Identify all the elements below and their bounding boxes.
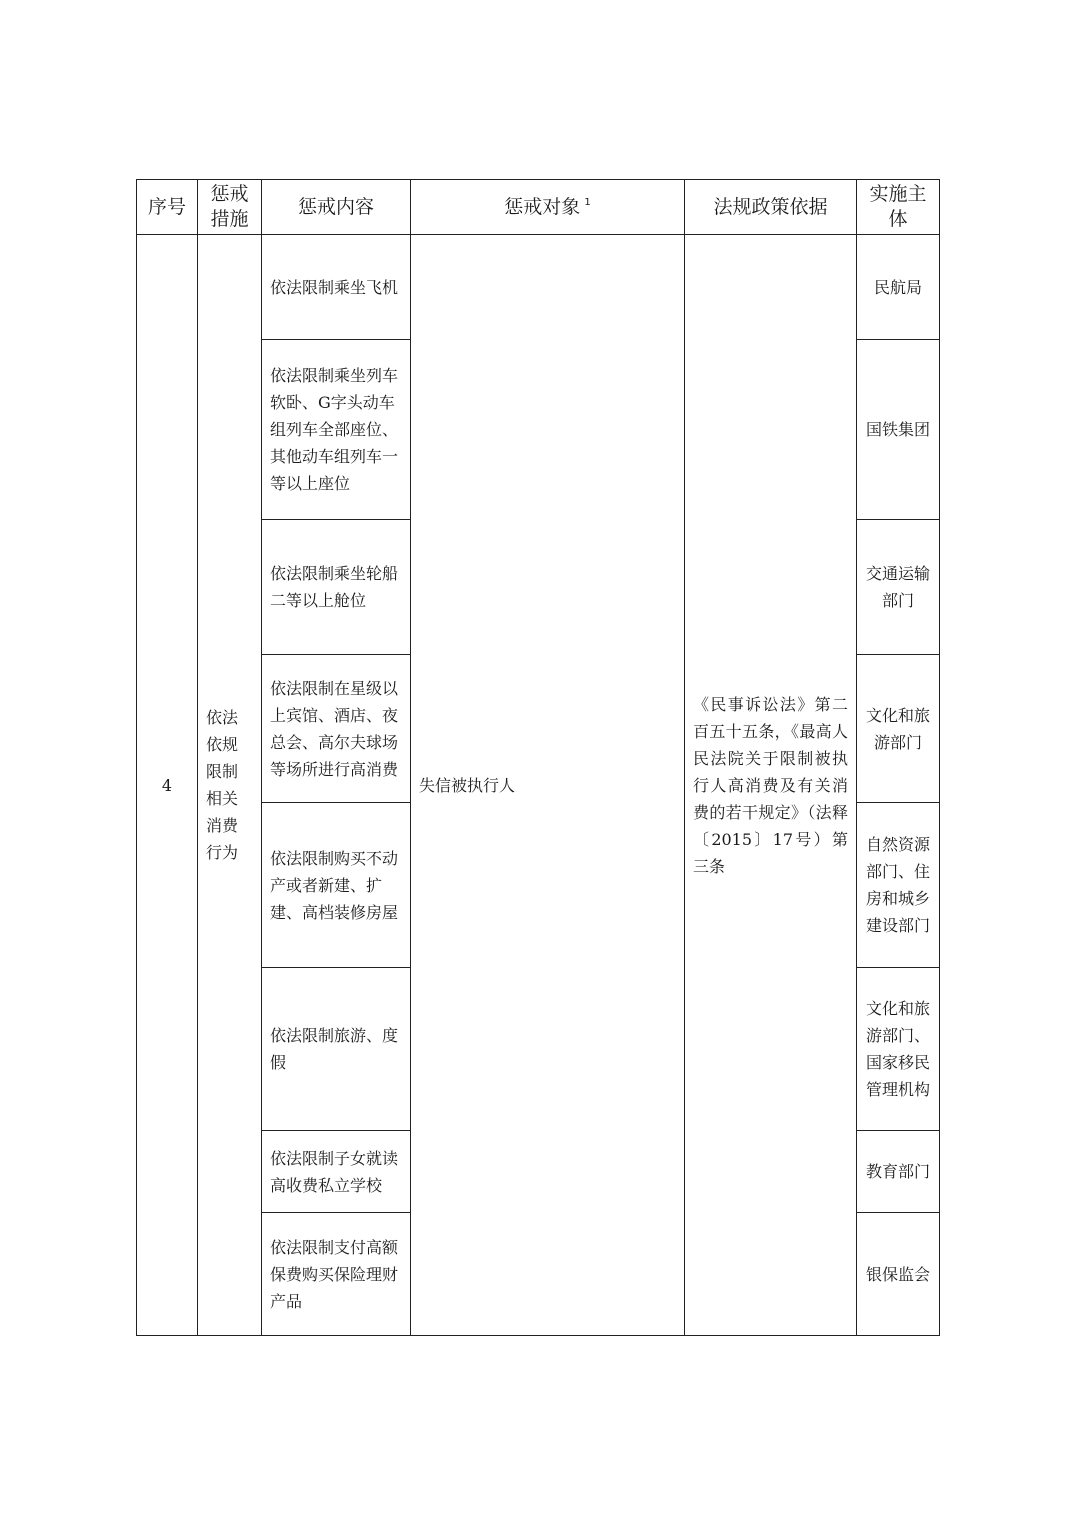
header-measure: 惩戒措施 — [198, 180, 262, 235]
agency-cell: 交通运输部门 — [857, 520, 940, 655]
header-agency: 实施主体 — [857, 180, 940, 235]
row-number: 4 — [137, 235, 198, 1336]
measure-cell: 依法依规限制相关消费行为 — [198, 235, 262, 1336]
content-cell: 依法限制乘坐列车软卧、G字头动车组列车全部座位、其他动车组列车一等以上座位 — [262, 340, 411, 520]
target-cell: 失信被执行人 — [411, 235, 685, 1336]
content-cell: 依法限制子女就读高收费私立学校 — [262, 1131, 411, 1213]
agency-cell: 银保监会 — [857, 1213, 940, 1336]
header-basis: 法规政策依据 — [685, 180, 857, 235]
header-target: 惩戒对象 $^1$ — [411, 180, 685, 235]
table-header-row — [137, 180, 940, 235]
header-num: 序号 — [137, 180, 198, 235]
agency-cell: 民航局 — [857, 235, 940, 340]
agency-cell: 自然资源部门、住房和城乡建设部门 — [857, 803, 940, 968]
penalty-table — [136, 179, 940, 1336]
content-cell: 依法限制购买不动产或者新建、扩建、高档装修房屋 — [262, 803, 411, 968]
content-cell: 依法限制乘坐飞机 — [262, 235, 411, 340]
agency-cell: 国铁集团 — [857, 340, 940, 520]
content-cell: 依法限制乘坐轮船二等以上舱位 — [262, 520, 411, 655]
content-cell: 依法限制在星级以上宾馆、酒店、夜总会、高尔夫球场等场所进行高消费 — [262, 655, 411, 803]
agency-cell: 教育部门 — [857, 1131, 940, 1213]
footnote-marker: 1 — [584, 197, 591, 209]
table-row — [137, 235, 940, 340]
content-cell: 依法限制旅游、度假 — [262, 968, 411, 1131]
content-cell: 依法限制支付高额保费购买保险理财产品 — [262, 1213, 411, 1336]
agency-cell: 文化和旅游部门 — [857, 655, 940, 803]
basis-cell: 《民事诉讼法》第二百五十五条，《最高人民法院关于限制被执行人高消费及有关消费的若干规定》（法释〔2015〕17号）第三条 — [685, 235, 857, 1336]
header-content: 惩戒内容 — [262, 180, 411, 235]
agency-cell: 文化和旅游部门、国家移民管理机构 — [857, 968, 940, 1131]
